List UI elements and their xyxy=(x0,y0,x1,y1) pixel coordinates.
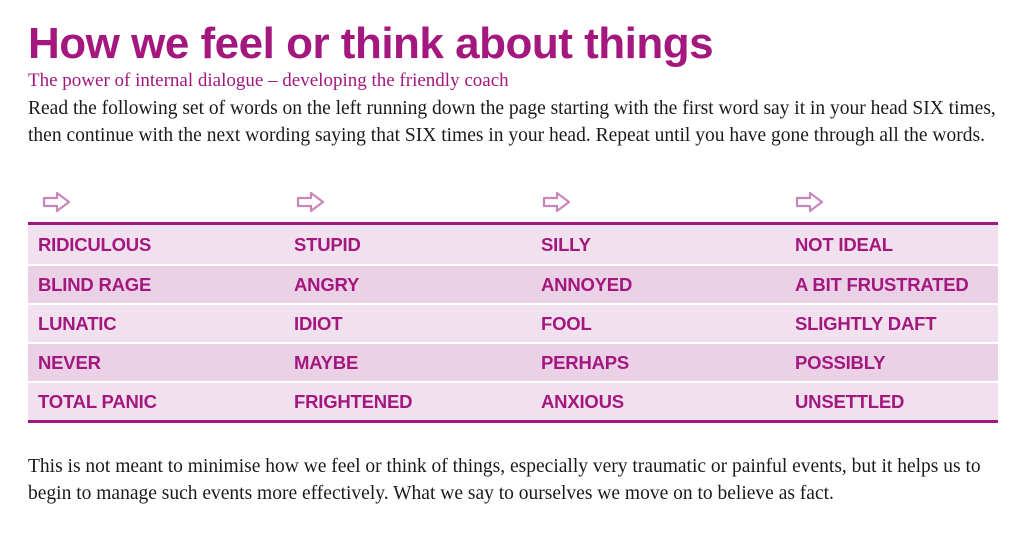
column-arrows xyxy=(28,190,998,218)
table-cell: STUPID xyxy=(294,233,361,255)
right-arrow-icon xyxy=(795,190,825,214)
table-cell: ANGRY xyxy=(294,273,360,295)
table-cell: ANNOYED xyxy=(541,273,633,295)
table-cell: LUNATIC xyxy=(38,312,117,334)
table-cell: IDIOT xyxy=(294,312,343,334)
table-row xyxy=(28,264,998,303)
table-cell: RIDICULOUS xyxy=(38,233,152,255)
table-cell: ANXIOUS xyxy=(541,390,624,412)
table-cell: NEVER xyxy=(38,351,101,373)
right-arrow-icon xyxy=(296,190,326,214)
table-cell: SLIGHTLY DAFT xyxy=(795,312,937,334)
page-subtitle: The power of internal dialogue – developing the friendly coach xyxy=(28,70,509,91)
closing-paragraph: This is not meant to minimise how we feel or think of things, especially very traumatic or painful events, but it helps us to begin to manage such events more effectively. What we say to ourselves we move on to believe as fact. xyxy=(28,456,981,504)
right-arrow-icon xyxy=(42,190,72,214)
word-table xyxy=(28,222,998,423)
table-cell: MAYBE xyxy=(294,351,359,373)
table-cell: PERHAPS xyxy=(541,351,630,373)
table-cell: BLIND RAGE xyxy=(38,273,152,295)
right-arrow-icon xyxy=(542,190,572,214)
table-cell: A BIT FRUSTRATED xyxy=(795,273,969,295)
table-cell: TOTAL PANIC xyxy=(38,390,157,412)
table-row xyxy=(28,381,998,420)
table-cell: FOOL xyxy=(541,312,592,334)
table-row xyxy=(28,342,998,381)
table-cell: SILLY xyxy=(541,233,591,255)
table-cell: POSSIBLY xyxy=(795,351,886,373)
table-row xyxy=(28,303,998,342)
table-cell: NOT IDEAL xyxy=(795,233,893,255)
table-cell: UNSETTLED xyxy=(795,390,905,412)
table-cell: FRIGHTENED xyxy=(294,390,413,412)
table-row xyxy=(28,225,998,264)
page-title: How we feel or think about things xyxy=(28,19,714,68)
intro-paragraph: Read the following set of words on the left running down the page starting with the first word say it in your head SIX times, then continue with the next wording saying that SIX times in your head. Repeat until you have gone through all the words. xyxy=(28,98,996,146)
